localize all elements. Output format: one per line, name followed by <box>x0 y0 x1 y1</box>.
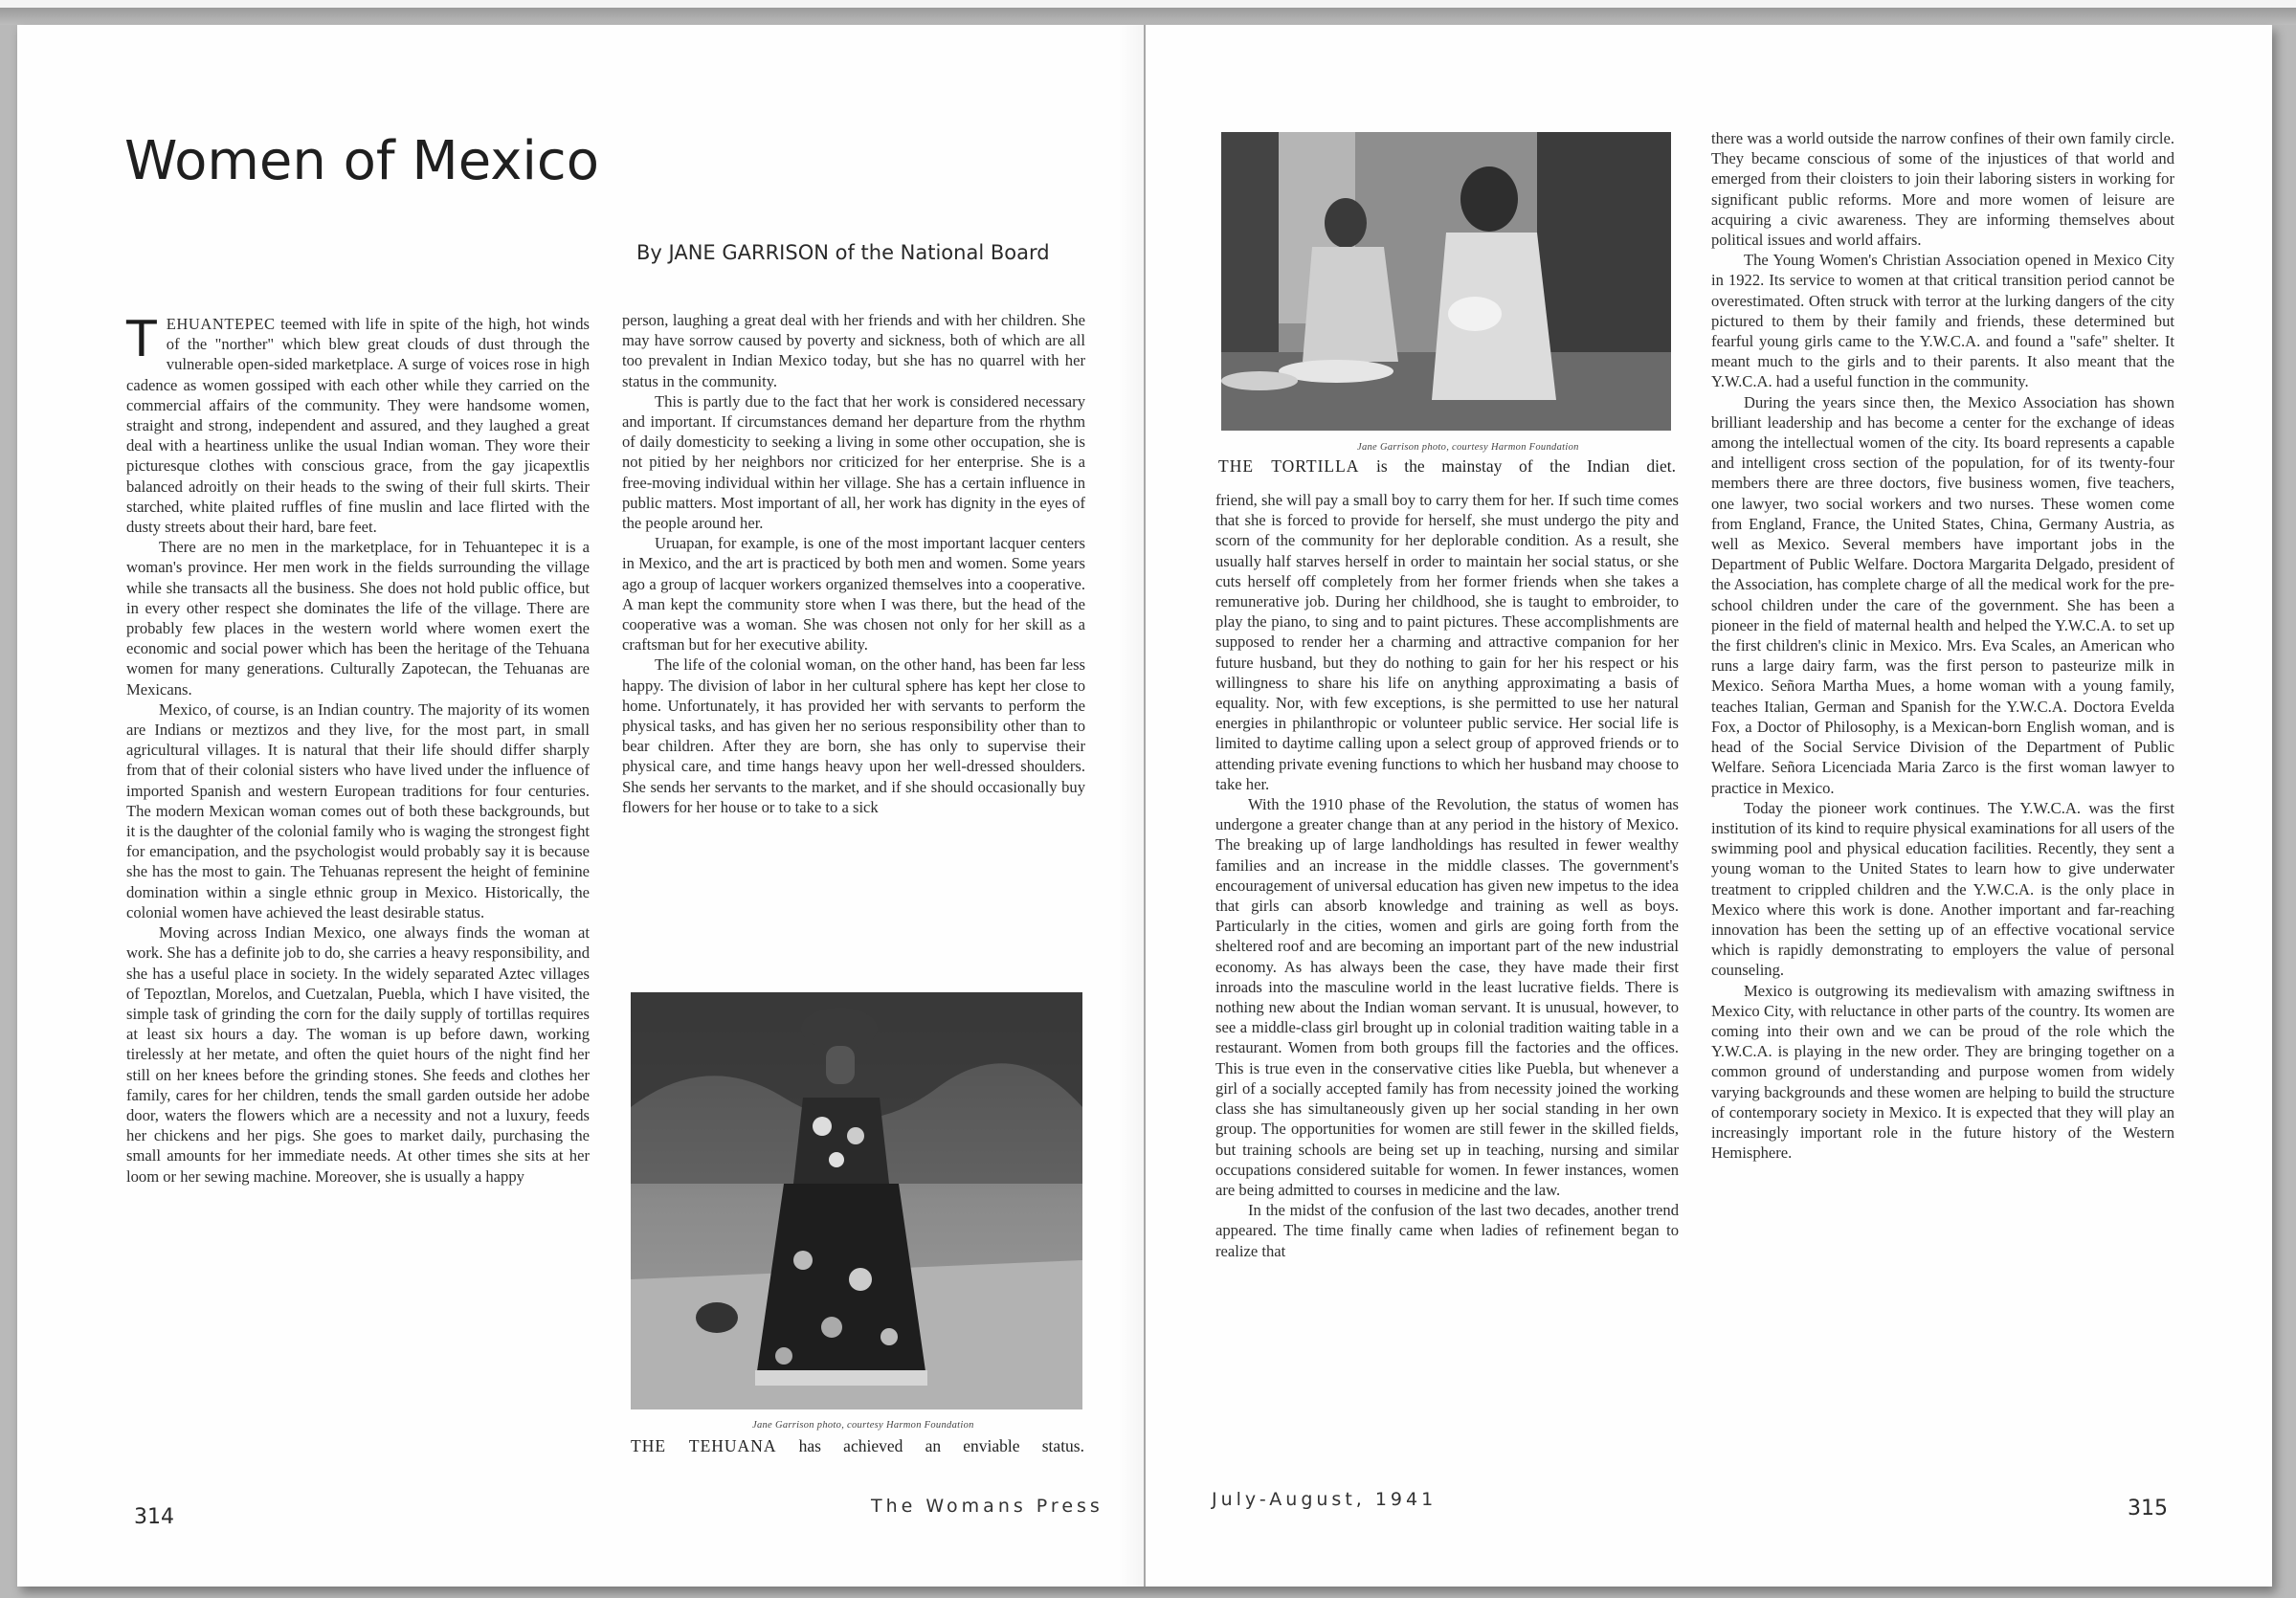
left-page-footer: The Womans Press <box>871 1496 1103 1517</box>
viewer-toolbar-bar <box>0 8 2296 25</box>
paragraph: Today the pioneer work continues. The Y.W.C.A. was the first institution of its kind to require physical examinations for all users of the swimming pool and physical education facilities. Recently, they sent a young woman to the United States to learn how to give underwater treatment to crippled children and the Y.W.C.A. is the only place in Mexico where this work is done. Another important and far-reaching innovation has been the setting up of an effective vocational service which is rapidly demonstrating to employers the value of personal counseling. <box>1711 798 2174 980</box>
drop-cap: T <box>126 311 157 368</box>
paragraph: there was a world outside the narrow confines of their own family circle. They became conscious of some of the injustices of that world and emerged from their cloisters to join their laboring sisters in working for significant public reforms. More and more women of leisure are acquiring a civic awareness. They are informing themselves about political issues and world affairs. <box>1711 129 2174 250</box>
tortilla-photo <box>1221 132 1671 431</box>
paragraph: With the 1910 phase of the Revolution, the status of women has undergone a greater change than at any period in the history of Mexico. The breaking up of large landholdings has resulted in fewer wealthy families and an increase in the middle classes. The government's encouragement of universal education has given new impetus to the idea that girls can absorb knowledge and training as well as boys. Particularly in the cities, women and girls are going forth from the sheltered roof and are becoming an important part of the new industrial economy. As has always been the case, they have made their first inroads into the masculine world in the least lucrative fields. There is nothing new about the Indian woman servant. It is unusual, however, to see a middle-class girl brought up in colonial tradition waiting table in a restaurant. Women from both groups fill the factories and the offices. This is true even in the conservative cities like Puebla, but whenever a girl of a socially accepted family has from necessity joined the working class she has simultaneously given up her social standing in her own group. The opportunities for women are still fewer in the skilled fields, but training schools are being set up in teaching, nursing and similar occupations considered suitable for women. In fewer instances, women are being admitted to courses in medicine and the law. <box>1215 795 1679 1199</box>
right-page-number: 315 <box>2128 1497 2168 1520</box>
right-page-column-2 <box>1711 128 2174 1163</box>
article-byline: By JANE GARRISON of the National Board <box>636 241 1050 264</box>
paragraph: Mexico is outgrowing its medievalism with amazing swiftness in Mexico City, with reluctance in other parts of the country. Its women are coming into their own and we can be proud of the role which the Y.W.C.A. is playing in the new order. They are bringing together on a common ground of understanding and purpose women from widely varying backgrounds and these women are helping to build the structure of contemporary society in Mexico. It is expected that they will play an increasingly important role in the future history of the Western Hemisphere. <box>1711 981 2174 1163</box>
paragraph: The life of the colonial woman, on the other hand, has been far less happy. The division of labor in her cultural sphere has kept her close to home. Unfortunately, it has provided her with servants to perform the physical tasks, and has given her no serious responsibility other than to bear children. After they are born, she has only to supervise their physical care, and time hangs heavy upon her well-dressed shoulders. She sends her servants to the market, and if she should occasionally buy flowers for her house or to take to a sick <box>622 655 1085 816</box>
gutter-shadow <box>1118 25 1145 1587</box>
lead-in: EHUANTEPEC <box>166 315 276 333</box>
paragraph: TEHUANTEPEC teemed with life in spite of the high, hot winds of the "norther" which blew great clouds of dust through the vulnerable open-sided marketplace. A surge of voices rose in high cadence as women gossiped with each other while they carried on the commercial affairs of the community. They were handsome women, straight and strong, independent and assured, and they laughed a great deal with a heartiness unlike the usual Indian woman. They wore their picturesque clothes with conscious grace, from the gay jicapextlis balanced adroitly on their heads to the swing of their full skirts. Their starched, white plaited ruffles of fine muslin and lace flirted with the dusty streets about their hard, bare feet. <box>126 311 590 537</box>
viewer-top-strip <box>0 0 2296 8</box>
paragraph: In the midst of the confusion of the last two decades, another trend appeared. The time finally came when ladies of refinement began to realize that <box>1215 1201 1679 1260</box>
page-gutter-divider <box>1144 25 1146 1587</box>
article-title: Women of Mexico <box>124 130 599 192</box>
tortilla-photo-credit: Jane Garrison photo, courtesy Harmon Foundation <box>1357 442 1579 453</box>
tehuana-photo-image <box>631 992 1082 1409</box>
right-page-column-1 <box>1215 490 1679 1261</box>
left-page-column-2 <box>622 310 1085 817</box>
paragraph: This is partly due to the fact that her work is considered necessary and important. If circumstances demand her departure from the rhythm of daily domesticity to seeking a living in some other occupation, she is not pitied by her neighbors nor criticized for her enterprise. She is a free-moving individual within her village. She has a certain influence in public matters. Most important of all, her work has dignity in the eyes of the people around her. <box>622 391 1085 533</box>
paragraph: Moving across Indian Mexico, one always finds the woman at work. She has a definite job to do, she carries a heavy responsibility, and she has a useful place in society. In the widely separated Aztec villages of Tepoztlan, Morelos, and Cuetzalan, Puebla, which I have visited, the simple task of grinding the corn for the daily supply of tortillas requires at least six hours a day. The woman is up before dawn, working tirelessly at her metate, and often the quiet hours of the night find her still on her knees before the grinding stones. She feeds and clothes her family, cares for her children, tends the small garden outside her adobe door, waters the flowers which are a necessity and not a luxury, feeds her chickens and her pigs. She goes to market daily, purchasing the small amounts for her immediate needs. At other times she sits at her loom or her sewing machine. Moreover, she is usually a happy <box>126 923 590 1186</box>
paragraph: person, laughing a great deal with her friends and with her children. She may have sorrow caused by poverty and sickness, both of which are all too prevalent in Indian Mexico today, but she has no quarrel with her status in the community. <box>622 311 1085 390</box>
tortilla-photo-image <box>1221 132 1671 431</box>
paragraph: There are no men in the marketplace, for in Tehuantepec it is a woman's province. Her men work in the fields surrounding the village while she transacts all the business. She does not hold public office, but in every other respect she dominates the life of the village. There are probably few places in the western world where women exert the economic and social power which has been the heritage of the Tehuana women for many generations. Culturally Zapotecan, the Tehuanas are Mexicans. <box>126 538 590 699</box>
tehuana-photo <box>631 992 1082 1409</box>
paragraph: The Young Women's Christian Association opened in Mexico City in 1922. Its service to women at that critical transition period cannot be overestimated. Often struck with terror at the lurking dangers of the city pictured to them by their family and friends, these determined but fearful young girls came to the Y.W.C.A. and found a "safe" shelter. It meant much to the girls and to their parents. It also meant that the Y.W.C.A. had a useful function in the community. <box>1711 251 2174 391</box>
tehuana-photo-caption: THE TEHUANA has achieved an enviable status. <box>631 1436 1084 1455</box>
paragraph: Uruapan, for example, is one of the most important lacquer centers in Mexico, and the art is practiced by both men and women. Some years ago a group of lacquer workers organized themselves into a cooperative. A man kept the community store when I was there, but the head of the cooperative was a woman. She was chosen not only for her skill as a craftsman but for her executive ability. <box>622 534 1085 655</box>
left-page-column-1 <box>126 311 590 1187</box>
paragraph: Mexico, of course, is an Indian country. The majority of its women are Indians or meztizos and they live, for the most part, in small agricultural villages. It is natural that their life should differ sharply from that of their colonial sisters who have lived under the influence of imported Spanish and western European traditions for four centuries. The modern Mexican woman comes out of both these backgrounds, but it is the daughter of the colonial family who is waging the strongest fight for emancipation, and the psychologist would probably say it is because she has the most to gain. The Tehuanas represent the height of feminine domination within a single ethnic group in Mexico. Historically, the colonial women have achieved the least desirable status. <box>126 699 590 921</box>
paragraph: During the years since then, the Mexico Association has shown brilliant leadership and has become a center for the exchange of ideas among the intellectual women of the city. Its board represents a capable and intelligent cross section of the population, for of its twenty-four members there are three doctors, five business women, five teachers, one lawyer, two social workers and two nurses. These women come from England, France, the United States, China, Germany Austria, as well as Mexico. Several members have important jobs in the Department of Public Welfare. Doctora Margarita Delgado, president of the Association, has complete charge of all the medical work for the pre-school children under the care of the government. She has been a pioneer in the field of maternal health and helped the Y.W.C.A. to set up the first children's clinic in Mexico. Mrs. Eva Scales, an American who runs a large dairy farm, was the first person to pasteurize milk in Mexico. Señora Martha Mues, a home woman with a young family, teaches Italian, German and Spanish for the Y.W.C.A. Doctora Evelda Fox, a Doctor of Philosophy, is a Mexican-born English woman, and is head of the Social Service Division of the Department of Public Welfare. Señora Licenciada Maria Zarco is the first woman lawyer to practice in Mexico. <box>1711 392 2174 797</box>
left-page-number: 314 <box>134 1505 174 1529</box>
magazine-spread <box>17 25 2272 1587</box>
right-page-footer: July-August, 1941 <box>1212 1489 1438 1510</box>
paragraph: friend, she will pay a small boy to carry them for her. If such time comes that she is forced to provide for herself, she must undergo the pity and scorn of the community for her deplorable condition. As a result, she usually half starves herself in order to maintain her social status, or she cuts herself off completely from her former friends when she takes a remunerative job. During her childhood, she is taught to embroider, to play the piano, to sing and to paint pictures. These accomplishments are supposed to render her a charming and attractive companion for her future husband, but they do nothing to gain for her his respect or his willingness to share his life on anything approximating a basis of equality. Nor, with few exceptions, is she permitted to use her natural energies in philanthropic or volunteer public service. Her social life is limited to daytime calling upon a select group of approved friends or to attending private evening functions to which her husband may choose to take her. <box>1215 491 1679 793</box>
tortilla-photo-caption: THE TORTILLA is the mainstay of the Indian diet. <box>1218 456 1676 476</box>
tehuana-photo-credit: Jane Garrison photo, courtesy Harmon Foundation <box>752 1420 974 1431</box>
